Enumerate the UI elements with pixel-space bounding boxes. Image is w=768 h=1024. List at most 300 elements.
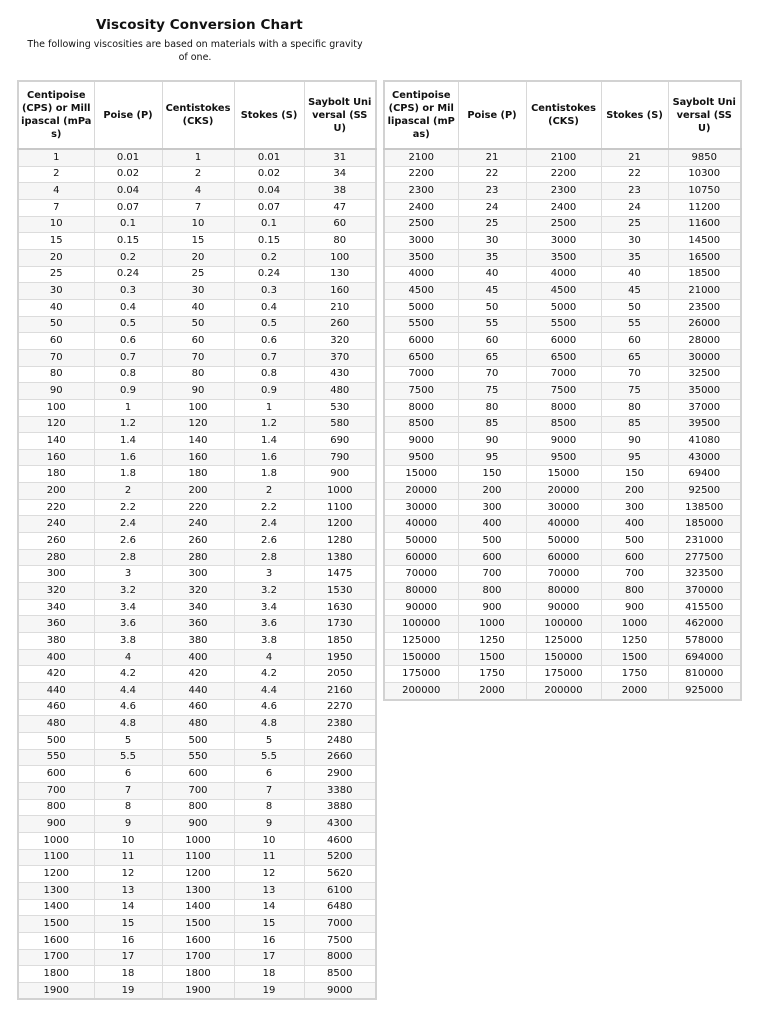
table-cell: 60: [18, 333, 94, 350]
table-cell: 90000: [384, 599, 458, 616]
table-cell: 4.2: [234, 666, 304, 683]
table-cell: 6500: [526, 349, 601, 366]
table-cell: 1400: [162, 899, 234, 916]
table-cell: 2.4: [94, 516, 162, 533]
table-row: [384, 316, 741, 333]
table-cell: 70: [18, 349, 94, 366]
table-row: [384, 666, 741, 683]
table-cell: 800: [18, 799, 94, 816]
table-cell: 0.2: [234, 249, 304, 266]
table-cell: 70000: [384, 566, 458, 583]
table-cell: 1800: [18, 966, 94, 983]
table-cell: 9850: [668, 149, 741, 166]
table-cell: 65: [601, 349, 668, 366]
table-cell: 10750: [668, 183, 741, 200]
table-cell: 0.02: [94, 166, 162, 183]
table-cell: 1100: [304, 499, 376, 516]
header-saybolt: Saybolt Universal (SSU): [668, 81, 741, 149]
table-cell: 2300: [384, 183, 458, 200]
table-cell: 2.6: [94, 533, 162, 550]
table-cell: 210: [304, 299, 376, 316]
table-cell: 700: [458, 566, 526, 583]
table-row: [18, 183, 376, 200]
table-cell: 69400: [668, 466, 741, 483]
table-cell: 1.2: [94, 416, 162, 433]
table-cell: 360: [18, 616, 94, 633]
table-row: [18, 982, 376, 999]
table-cell: 6000: [526, 333, 601, 350]
table-cell: 80: [601, 399, 668, 416]
table-cell: 1.6: [234, 449, 304, 466]
table-cell: 440: [18, 683, 94, 700]
table-cell: 0.15: [94, 233, 162, 250]
table-cell: 7000: [304, 916, 376, 933]
table-cell: 0.3: [234, 283, 304, 300]
table-row: [384, 549, 741, 566]
table-cell: 10: [94, 832, 162, 849]
table-row: [384, 249, 741, 266]
header-saybolt: Saybolt Universal (SSU): [304, 81, 376, 149]
table-cell: 460: [18, 699, 94, 716]
table-cell: 20000: [526, 483, 601, 500]
table-cell: 10: [18, 216, 94, 233]
table-row: [384, 349, 741, 366]
table-cell: 6: [94, 766, 162, 783]
table-cell: 700: [601, 566, 668, 583]
table-cell: 50: [162, 316, 234, 333]
table-row: [18, 383, 376, 400]
table-cell: 11600: [668, 216, 741, 233]
table-row: [18, 899, 376, 916]
table-cell: 8500: [384, 416, 458, 433]
table-body-left: [18, 149, 376, 999]
table-row: [18, 566, 376, 583]
table-cell: 9: [94, 816, 162, 833]
table-row: [18, 249, 376, 266]
table-cell: 4: [94, 649, 162, 666]
table-cell: 150: [458, 466, 526, 483]
table-cell: 90: [162, 383, 234, 400]
table-cell: 800: [601, 583, 668, 600]
table-cell: 16: [234, 932, 304, 949]
table-cell: 50: [18, 316, 94, 333]
table-cell: 4: [234, 649, 304, 666]
table-cell: 3.4: [234, 599, 304, 616]
table-cell: 1000: [304, 483, 376, 500]
table-cell: 7: [162, 199, 234, 216]
table-cell: 200: [162, 483, 234, 500]
table-cell: 70: [458, 366, 526, 383]
table-cell: 23: [601, 183, 668, 200]
table-cell: 11200: [668, 199, 741, 216]
table-cell: 480: [18, 716, 94, 733]
table-cell: 90000: [526, 599, 601, 616]
table-cell: 5.5: [94, 749, 162, 766]
table-cell: 0.01: [234, 149, 304, 166]
table-cell: 9000: [384, 433, 458, 450]
table-cell: 80: [458, 399, 526, 416]
table-cell: 380: [18, 633, 94, 650]
table-cell: 220: [162, 499, 234, 516]
table-cell: 100: [18, 399, 94, 416]
table-cell: 10: [162, 216, 234, 233]
table-row: [18, 466, 376, 483]
table-row: [18, 932, 376, 949]
table-cell: 5: [94, 732, 162, 749]
table-row: [18, 882, 376, 899]
table-cell: 2500: [384, 216, 458, 233]
table-row: [384, 483, 741, 500]
table-cell: 20: [18, 249, 94, 266]
table-cell: 0.8: [234, 366, 304, 383]
table-row: [18, 333, 376, 350]
header-centipoise: Centipoise (CPS) or Millipascal (mPas): [384, 81, 458, 149]
table-cell: 14: [94, 899, 162, 916]
table-cell: 125000: [526, 633, 601, 650]
table-row: [18, 583, 376, 600]
table-cell: 26000: [668, 316, 741, 333]
table-cell: 85: [458, 416, 526, 433]
table-cell: 578000: [668, 633, 741, 650]
table-cell: 300: [601, 499, 668, 516]
table-cell: 1700: [162, 949, 234, 966]
table-cell: 16: [94, 932, 162, 949]
table-cell: 320: [18, 583, 94, 600]
table-row: [18, 549, 376, 566]
table-cell: 1.4: [94, 433, 162, 450]
table-cell: 1500: [18, 916, 94, 933]
table-cell: 20: [162, 249, 234, 266]
table-cell: 15000: [384, 466, 458, 483]
table-cell: 1000: [458, 616, 526, 633]
table-cell: 0.04: [234, 183, 304, 200]
table-cell: 60: [601, 333, 668, 350]
table-cell: 25: [162, 266, 234, 283]
table-cell: 3: [234, 566, 304, 583]
table-row: [384, 366, 741, 383]
table-cell: 28000: [668, 333, 741, 350]
table-cell: 0.5: [94, 316, 162, 333]
table-row: [18, 349, 376, 366]
table-cell: 14500: [668, 233, 741, 250]
table-cell: 50: [601, 299, 668, 316]
table-cell: 8000: [526, 399, 601, 416]
table-cell: 440: [162, 683, 234, 700]
table-cell: 1400: [18, 899, 94, 916]
table-row: [18, 449, 376, 466]
table-cell: 1.8: [234, 466, 304, 483]
table-row: [384, 383, 741, 400]
table-cell: 1: [234, 399, 304, 416]
table-cell: 185000: [668, 516, 741, 533]
table-row: [384, 566, 741, 583]
table-row: [18, 199, 376, 216]
table-cell: 260: [162, 533, 234, 550]
table-cell: 2100: [384, 149, 458, 166]
header-stokes: Stokes (S): [234, 81, 304, 149]
table-cell: 60000: [526, 549, 601, 566]
table-row: [18, 766, 376, 783]
table-cell: 900: [18, 816, 94, 833]
table-cell: 6480: [304, 899, 376, 916]
table-cell: 400: [458, 516, 526, 533]
table-cell: 790: [304, 449, 376, 466]
table-cell: 2: [234, 483, 304, 500]
table-row: [18, 699, 376, 716]
table-cell: 31: [304, 149, 376, 166]
table-row: [384, 149, 741, 166]
header-poise: Poise (P): [94, 81, 162, 149]
table-row: [18, 832, 376, 849]
table-cell: 138500: [668, 499, 741, 516]
table-cell: 1600: [18, 932, 94, 949]
table-cell: 1530: [304, 583, 376, 600]
table-cell: 1000: [601, 616, 668, 633]
table-row: [18, 849, 376, 866]
table-cell: 1.8: [94, 466, 162, 483]
table-cell: 175000: [384, 666, 458, 683]
table-cell: 810000: [668, 666, 741, 683]
table-cell: 1: [94, 399, 162, 416]
table-cell: 1300: [18, 882, 94, 899]
table-cell: 3500: [384, 249, 458, 266]
table-row: [18, 483, 376, 500]
table-cell: 16500: [668, 249, 741, 266]
table-cell: 160: [304, 283, 376, 300]
table-cell: 18500: [668, 266, 741, 283]
table-cell: 65: [458, 349, 526, 366]
table-cell: 95: [601, 449, 668, 466]
table-cell: 3380: [304, 782, 376, 799]
table-cell: 1600: [162, 932, 234, 949]
table-cell: 550: [18, 749, 94, 766]
table-cell: 90: [18, 383, 94, 400]
table-cell: 4.2: [94, 666, 162, 683]
table-row: [384, 433, 741, 450]
table-cell: 320: [304, 333, 376, 350]
table-cell: 7000: [526, 366, 601, 383]
table-cell: 4300: [304, 816, 376, 833]
table-row: [384, 533, 741, 550]
table-cell: 3.6: [234, 616, 304, 633]
table-cell: 7500: [526, 383, 601, 400]
table-cell: 1300: [162, 882, 234, 899]
table-cell: 0.1: [94, 216, 162, 233]
table-cell: 25: [458, 216, 526, 233]
table-cell: 8: [234, 799, 304, 816]
table-cell: 340: [18, 599, 94, 616]
table-cell: 11: [234, 849, 304, 866]
table-cell: 9500: [384, 449, 458, 466]
table-cell: 5: [234, 732, 304, 749]
table-cell: 280: [18, 549, 94, 566]
table-cell: 2000: [458, 683, 526, 700]
table-cell: 500: [458, 533, 526, 550]
table-cell: 10: [234, 832, 304, 849]
table-row: [18, 149, 376, 166]
table-row: [18, 283, 376, 300]
table-cell: 4000: [384, 266, 458, 283]
table-row: [18, 749, 376, 766]
table-row: [18, 299, 376, 316]
viscosity-table-left: [17, 80, 377, 1000]
table-cell: 5500: [526, 316, 601, 333]
table-cell: 13: [94, 882, 162, 899]
table-cell: 30000: [526, 499, 601, 516]
table-cell: 600: [162, 766, 234, 783]
table-cell: 280: [162, 549, 234, 566]
table-cell: 23: [458, 183, 526, 200]
table-cell: 150000: [526, 649, 601, 666]
table-cell: 1.6: [94, 449, 162, 466]
table-row: [384, 183, 741, 200]
table-cell: 600: [601, 549, 668, 566]
table-cell: 14: [234, 899, 304, 916]
table-cell: 85: [601, 416, 668, 433]
table-cell: 100000: [526, 616, 601, 633]
table-cell: 140: [162, 433, 234, 450]
header-stokes: Stokes (S): [601, 81, 668, 149]
table-cell: 18: [94, 966, 162, 983]
table-cell: 7000: [384, 366, 458, 383]
table-cell: 40000: [384, 516, 458, 533]
table-cell: 2.8: [94, 549, 162, 566]
table-cell: 1800: [162, 966, 234, 983]
table-cell: 30: [458, 233, 526, 250]
table-cell: 1200: [304, 516, 376, 533]
table-cell: 1250: [458, 633, 526, 650]
table-cell: 38: [304, 183, 376, 200]
table-cell: 25: [18, 266, 94, 283]
table-cell: 1475: [304, 566, 376, 583]
table-cell: 4000: [526, 266, 601, 283]
viscosity-table-right: [383, 80, 742, 701]
table-row: [18, 233, 376, 250]
table-row: [18, 782, 376, 799]
table-cell: 40: [601, 266, 668, 283]
table-cell: 40: [458, 266, 526, 283]
table-header-row: [384, 81, 741, 149]
table-cell: 15000: [526, 466, 601, 483]
table-cell: 2160: [304, 683, 376, 700]
table-cell: 700: [18, 782, 94, 799]
table-cell: 1250: [601, 633, 668, 650]
table-cell: 40: [162, 299, 234, 316]
table-cell: 8000: [304, 949, 376, 966]
table-row: [18, 316, 376, 333]
table-cell: 1850: [304, 633, 376, 650]
table-row: [384, 633, 741, 650]
table-cell: 1280: [304, 533, 376, 550]
table-cell: 5500: [384, 316, 458, 333]
table-cell: 160: [18, 449, 94, 466]
table-cell: 47: [304, 199, 376, 216]
table-cell: 55: [458, 316, 526, 333]
table-cell: 55: [601, 316, 668, 333]
table-cell: 1100: [162, 849, 234, 866]
table-cell: 530: [304, 399, 376, 416]
table-cell: 3.2: [234, 583, 304, 600]
table-cell: 1: [162, 149, 234, 166]
table-cell: 70: [162, 349, 234, 366]
table-row: [384, 616, 741, 633]
table-cell: 125000: [384, 633, 458, 650]
table-cell: 380: [162, 633, 234, 650]
table-cell: 60: [304, 216, 376, 233]
table-cell: 480: [162, 716, 234, 733]
table-cell: 45: [458, 283, 526, 300]
table-cell: 140: [18, 433, 94, 450]
table-cell: 300: [162, 566, 234, 583]
table-cell: 1.2: [234, 416, 304, 433]
table-cell: 3.2: [94, 583, 162, 600]
table-cell: 580: [304, 416, 376, 433]
table-cell: 300: [18, 566, 94, 583]
table-cell: 1: [18, 149, 94, 166]
table-cell: 15: [94, 916, 162, 933]
table-cell: 400: [18, 649, 94, 666]
table-cell: 30: [18, 283, 94, 300]
table-cell: 0.01: [94, 149, 162, 166]
table-header-row: [18, 81, 376, 149]
table-cell: 12: [234, 866, 304, 883]
table-cell: 95: [458, 449, 526, 466]
table-cell: 4.4: [94, 683, 162, 700]
table-cell: 0.9: [234, 383, 304, 400]
table-cell: 8500: [304, 966, 376, 983]
table-cell: 0.4: [234, 299, 304, 316]
table-row: [18, 666, 376, 683]
table-cell: 231000: [668, 533, 741, 550]
table-cell: 1900: [18, 982, 94, 999]
table-cell: 25: [601, 216, 668, 233]
table-row: [384, 399, 741, 416]
table-cell: 70: [601, 366, 668, 383]
table-cell: 1750: [458, 666, 526, 683]
table-cell: 1630: [304, 599, 376, 616]
table-cell: 8: [94, 799, 162, 816]
table-cell: 30000: [668, 349, 741, 366]
table-cell: 19: [94, 982, 162, 999]
table-cell: 75: [601, 383, 668, 400]
table-cell: 80: [18, 366, 94, 383]
table-cell: 22: [458, 166, 526, 183]
table-cell: 6100: [304, 882, 376, 899]
header-centipoise: Centipoise (CPS) or Millipascal (mPas): [18, 81, 94, 149]
table-cell: 15: [162, 233, 234, 250]
table-cell: 24: [601, 199, 668, 216]
table-cell: 0.1: [234, 216, 304, 233]
table-cell: 260: [18, 533, 94, 550]
table-cell: 22: [601, 166, 668, 183]
header-poise: Poise (P): [458, 81, 526, 149]
table-cell: 8500: [526, 416, 601, 433]
table-cell: 2200: [384, 166, 458, 183]
table-cell: 32500: [668, 366, 741, 383]
table-cell: 3.6: [94, 616, 162, 633]
table-cell: 5620: [304, 866, 376, 883]
table-cell: 1500: [162, 916, 234, 933]
table-cell: 600: [458, 549, 526, 566]
table-cell: 500: [601, 533, 668, 550]
table-row: [18, 599, 376, 616]
table-row: [18, 266, 376, 283]
table-cell: 260: [304, 316, 376, 333]
table-cell: 0.9: [94, 383, 162, 400]
table-cell: 24: [458, 199, 526, 216]
table-cell: 462000: [668, 616, 741, 633]
table-cell: 400: [162, 649, 234, 666]
